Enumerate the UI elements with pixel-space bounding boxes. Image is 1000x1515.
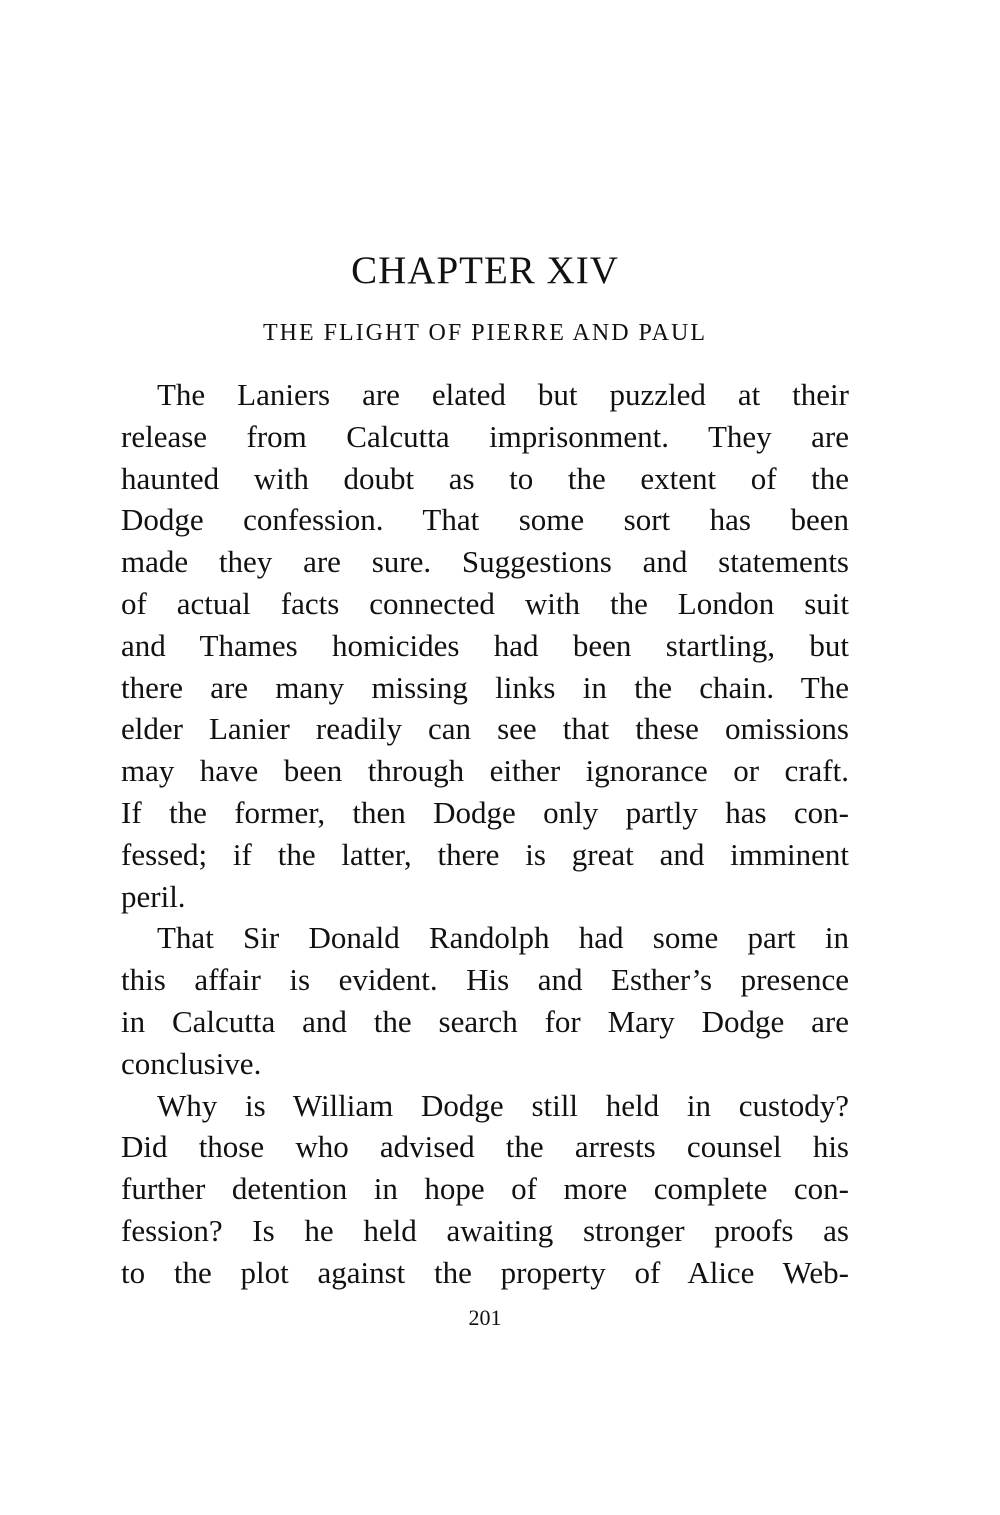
body-line: Why is William Dodge still held in custody? [157,1087,849,1123]
body-line: Dodge confession. That some sort has been [121,502,849,538]
body-line: of actual facts connected with the London suit [121,585,849,621]
body-line: there are many missing links in the chain. The [121,669,849,705]
body-line: release from Calcutta imprisonment. They are [121,418,849,454]
body-line: That Sir Donald Randolph had some part in [157,920,849,956]
body-line: elder Lanier readily can see that these omissions [121,711,849,747]
body-line: fession? Is he held awaiting stronger proofs as [121,1212,849,1248]
body-line: The Laniers are elated but puzzled at their [157,377,849,412]
body-line: Did those who advised the arrests counsel his [121,1129,849,1165]
body-line: to the plot against the property of Alice Web- [121,1254,849,1290]
body-line: haunted with doubt as to the extent of the [121,460,849,496]
body-line: in Calcutta and the search for Mary Dodge are [121,1003,849,1039]
chapter-subtitle: THE FLIGHT OF PIERRE AND PAUL [262,320,708,346]
body-line: this affair is evident. His and Esther’s presence [121,962,849,998]
body-line: peril. [121,878,186,914]
body-line: further detention in hope of more complete con- [121,1171,849,1207]
body-line: fessed; if the latter, there is great and imminent [121,836,849,872]
body-line: If the former, then Dodge only partly has con- [121,794,849,830]
body-line: made they are sure. Suggestions and statements [121,544,849,580]
page-number: 201 [468,1305,502,1330]
body-line: may have been through either ignorance or craft. [121,753,849,789]
chapter-title: CHAPTER XIV [351,249,619,292]
chapter-body [121,374,849,1294]
body-line: conclusive. [121,1045,262,1081]
body-line: and Thames homicides had been startling, but [121,627,849,663]
